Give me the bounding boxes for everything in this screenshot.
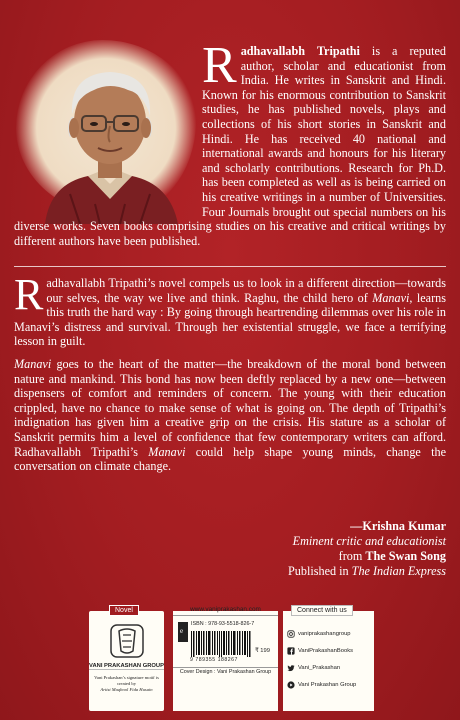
from-label: from	[338, 549, 366, 563]
portrait-spacer	[14, 44, 202, 216]
youtube-icon	[287, 681, 295, 689]
vani-logo-icon	[107, 623, 147, 659]
svg-text:e: e	[180, 627, 184, 635]
social-instagram[interactable]	[287, 625, 373, 642]
isbn-number: ISBN : 978-93-5518-826-7	[191, 621, 255, 627]
book-title-italic: Manavi	[148, 444, 186, 459]
review-credit	[226, 519, 446, 579]
reviewer-role: Eminent critic and educationist	[292, 534, 446, 548]
isbn-box	[173, 606, 278, 711]
review-dropcap: R	[14, 270, 44, 319]
social-label: Vani_Prakashan	[298, 664, 341, 671]
social-box	[283, 607, 374, 711]
review-text: goes to the heart of the matter—the breakdown of the moral bond between nature and mankind. This bond has now been deftly replaced by a new one—between dispensers of comfort and reminders of concern. The young with their education crippled, have no chance to make sense of what is going on. The depth of Tripathi’s indignation has given him a creative grip on the crisis. His stature as a scholar of Sanskrit permits him a level of confidence that few contemporary writers can afford. Radhavallabh Tripathi’s	[14, 356, 446, 459]
review-paragraph-2	[14, 357, 446, 474]
social-label: vaniprakashangroup	[298, 630, 351, 637]
section-divider	[14, 266, 446, 267]
social-label: VaniPrakashanBooks	[298, 647, 353, 654]
review-paragraph-1	[14, 270, 446, 349]
review-text: , learns this truth the hard way : By going through heartrending dilemmas over his role in Manavi’s distress and survival. Through her existential struggle, we face a terrifying lesson in guilt.	[14, 290, 446, 349]
social-youtube[interactable]	[287, 676, 373, 693]
cover-design-credit: Cover Design : Vani Prakashan Group	[179, 669, 272, 675]
facebook-icon	[287, 647, 295, 655]
logo-artist: Artist Maqbool Fida Husain	[100, 687, 153, 692]
genre-tag: Novel	[109, 605, 139, 616]
bio-dropcap: R	[202, 37, 237, 94]
published-label: Published in	[288, 564, 352, 578]
source-title: The Swan Song	[365, 549, 446, 563]
cover-design-divider	[173, 667, 278, 668]
publisher-divider	[89, 669, 164, 670]
social-facebook[interactable]	[287, 642, 373, 659]
author-name: adhavallabh Tripathi	[240, 44, 360, 58]
twitter-icon	[287, 664, 295, 672]
logo-note-text: Vani Prakashan’s signature motif is created by	[94, 675, 159, 686]
publisher-box	[89, 607, 164, 711]
website-link[interactable]: www.vaniprakashan.com	[190, 606, 261, 613]
price: ₹ 199	[255, 648, 270, 654]
instagram-icon	[287, 630, 295, 638]
connect-tag: Connect with us	[291, 605, 353, 616]
website-divider	[173, 615, 278, 616]
social-twitter[interactable]	[287, 659, 373, 676]
review-text: could help shape young minds, change the conversation on climate change.	[14, 444, 446, 474]
book-title-italic: Manavi	[372, 290, 410, 305]
review-section	[14, 270, 446, 482]
reviewer-name: —Krishna Kumar	[350, 519, 446, 533]
review-text: adhavallabh Tripathi’s novel compels us to look in a different direction—towards our selves, the way we live and think. Raghu, the child hero of	[46, 276, 446, 305]
barcode-digits: 9 789355 188267	[190, 657, 238, 663]
social-list	[287, 625, 373, 693]
social-label: Vani Prakashan Group	[298, 681, 357, 688]
publisher-name: VANI PRAKASHAN GROUP	[89, 663, 164, 669]
bio-text: is a reputed author, scholar and educationist from India. He writes in Sanskrit and Hindi. Known for his enormous contribution to Sanskrit studies, he has published novels, plays and collections of his short stories in Sanskrit and Hindi. He has received 40 national and international awards and honours for his literary and scholarly contributions. Research for Ph.D. has been completed as well as is being carried on his creative writings in a number of Universities. Four Journals brought out special numbers on his diverse works. Seven books comprising studies on his creative and critical writings by different authors have been published.	[14, 44, 446, 248]
book-title-italic: Manavi	[14, 356, 52, 371]
logo-note	[93, 675, 160, 693]
author-bio	[14, 37, 446, 248]
publication-name: The Indian Express	[351, 564, 446, 578]
ebook-icon	[177, 621, 189, 643]
